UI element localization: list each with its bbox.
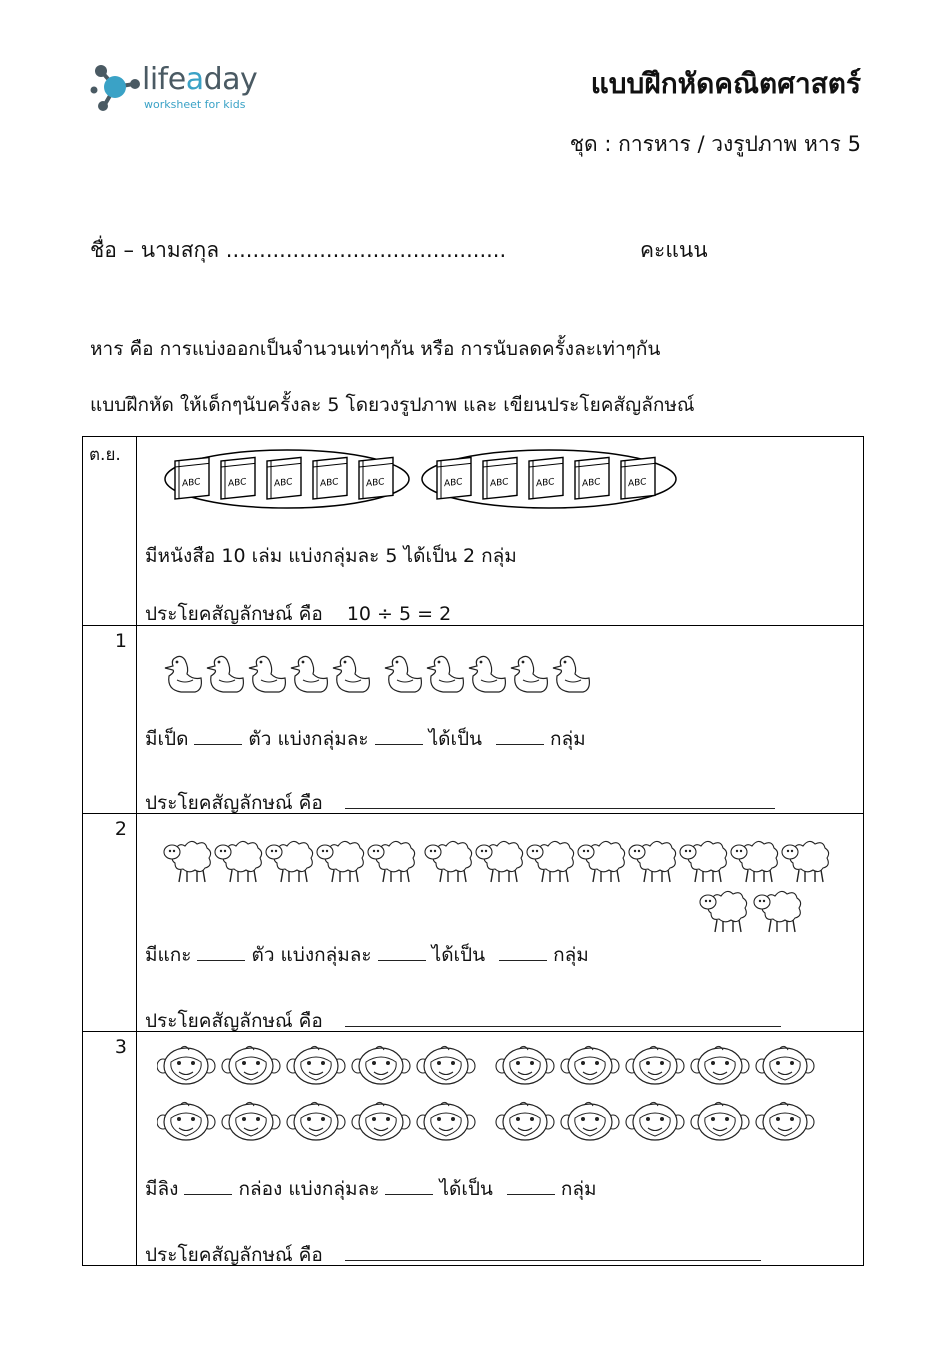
book-icon: [267, 457, 301, 499]
monkey-icon: [626, 1102, 684, 1140]
duck-icon: [511, 656, 547, 692]
intro-text: หาร คือ การแบ่งออกเป็นจำนวนเท่าๆกัน หรือ การนับลดครั้งละเท่าๆกัน: [90, 338, 661, 360]
monkey-icon: [496, 1102, 554, 1140]
question-number: 2: [114, 818, 127, 840]
sheep-group: [164, 841, 829, 932]
question-sentence: ประโยคสัญลักษณ์ คือ: [145, 1006, 781, 1036]
answer-blank[interactable]: [499, 941, 547, 961]
book-group: [175, 457, 655, 499]
answer-blank[interactable]: [194, 725, 242, 745]
sheep-pictures: [163, 838, 843, 938]
duck-icon: [207, 656, 243, 692]
duck-icon: [291, 656, 327, 692]
monkey-group: [157, 1046, 814, 1140]
answer-blank[interactable]: [496, 725, 544, 745]
duck-group: [165, 656, 589, 692]
sheep-icon: [368, 841, 415, 882]
question-row-1: [83, 625, 863, 814]
sheep-icon: [317, 841, 364, 882]
answer-blank[interactable]: [385, 1175, 433, 1195]
monkey-icon: [157, 1102, 215, 1140]
answer-blank[interactable]: [197, 941, 245, 961]
book-icon: [221, 457, 255, 499]
monkey-icon: [222, 1102, 280, 1140]
sheep-icon: [215, 841, 262, 882]
sheep-icon: [754, 891, 801, 932]
answer-blank[interactable]: [184, 1175, 232, 1195]
answer-blank[interactable]: [375, 725, 423, 745]
svg-text:ABC: ABC: [536, 477, 555, 490]
monkey-pictures: [157, 1044, 837, 1146]
book-icon: [175, 457, 209, 499]
logo: [90, 60, 280, 116]
logo-tagline: worksheet for kids: [144, 98, 246, 111]
duck-icon: [249, 656, 285, 692]
monkey-icon: [417, 1102, 475, 1140]
sentence-answer-line[interactable]: [345, 1241, 761, 1261]
monkey-icon: [561, 1102, 619, 1140]
question-sentence: ประโยคสัญลักษณ์ คือ: [145, 788, 775, 818]
monkey-icon: [352, 1046, 410, 1084]
example-line1: มีหนังสือ 10 เล่ม แบ่งกลุ่มละ 5 ได้เป็น 2 กลุ่ม: [145, 545, 517, 567]
book-icon: [529, 457, 563, 499]
question-sentence: ประโยคสัญลักษณ์ คือ: [145, 1240, 761, 1270]
monkey-icon: [287, 1046, 345, 1084]
book-icon: [359, 457, 393, 499]
sentence-label: ประโยคสัญลักษณ์ คือ: [145, 603, 323, 625]
example-label: ต.ย.: [89, 445, 121, 465]
svg-text:ABC: ABC: [444, 477, 463, 490]
question-line1: มีเป็ด ตัว แบ่งกลุ่มละ ได้เป็น กลุ่ม: [145, 724, 586, 754]
monkey-icon: [691, 1102, 749, 1140]
duck-icon: [427, 656, 463, 692]
sheep-icon: [476, 841, 523, 882]
molecule-logo-icon: [90, 62, 140, 112]
question-line1: มีแกะ ตัว แบ่งกลุ่มละ ได้เป็น กลุ่ม: [145, 940, 589, 970]
monkey-icon: [756, 1046, 814, 1084]
sheep-icon: [731, 841, 778, 882]
duck-icon: [333, 656, 369, 692]
name-field-label: ชื่อ – นามสกุล ..........................................: [90, 238, 507, 262]
book-icon: [313, 457, 347, 499]
svg-text:ABC: ABC: [182, 477, 201, 490]
monkey-icon: [626, 1046, 684, 1084]
example-pictures: [163, 443, 683, 513]
question-number: 1: [114, 630, 127, 652]
book-icon: [437, 457, 471, 499]
logo-wordmark: lifeaday: [142, 62, 258, 97]
book-icon: [483, 457, 517, 499]
sheep-icon: [700, 891, 747, 932]
book-icon: [575, 457, 609, 499]
sheep-icon: [425, 841, 472, 882]
svg-text:ABC: ABC: [228, 477, 247, 490]
sheep-icon: [578, 841, 625, 882]
sentence-answer-line[interactable]: [345, 1007, 781, 1027]
book-icon: [621, 457, 655, 499]
svg-text:ABC: ABC: [628, 477, 647, 490]
page-subtitle: ชุด : การหาร / วงรูปภาพ หาร 5: [569, 132, 861, 156]
sheep-icon: [629, 841, 676, 882]
monkey-icon: [287, 1102, 345, 1140]
monkey-icon: [691, 1046, 749, 1084]
duck-pictures: [163, 648, 623, 698]
duck-icon: [165, 656, 201, 692]
monkey-icon: [756, 1102, 814, 1140]
monkey-icon: [222, 1046, 280, 1084]
exercise-table: [82, 436, 864, 1266]
answer-blank[interactable]: [507, 1175, 555, 1195]
sentence-answer-line[interactable]: [345, 789, 775, 809]
score-label: คะแนน: [640, 238, 708, 262]
duck-icon: [385, 656, 421, 692]
example-row: [83, 437, 863, 625]
svg-text:ABC: ABC: [366, 477, 385, 490]
monkey-icon: [157, 1046, 215, 1084]
svg-text:ABC: ABC: [490, 477, 509, 490]
svg-text:ABC: ABC: [274, 477, 293, 490]
monkey-icon: [417, 1046, 475, 1084]
answer-blank[interactable]: [378, 941, 426, 961]
question-row-3: [83, 1031, 863, 1266]
monkey-icon: [561, 1046, 619, 1084]
question-number: 3: [114, 1036, 127, 1058]
duck-icon: [469, 656, 505, 692]
monkey-icon: [352, 1102, 410, 1140]
svg-text:ABC: ABC: [582, 477, 601, 490]
sheep-icon: [164, 841, 211, 882]
svg-text:ABC: ABC: [320, 477, 339, 490]
duck-icon: [553, 656, 589, 692]
sheep-icon: [266, 841, 313, 882]
sheep-icon: [527, 841, 574, 882]
question-line1: มีลิง กล่อง แบ่งกลุ่มละ ได้เป็น กลุ่ม: [145, 1174, 597, 1204]
page-title: แบบฝึกหัดคณิตศาสตร์: [590, 67, 861, 100]
sheep-icon: [782, 841, 829, 882]
monkey-icon: [496, 1046, 554, 1084]
example-sentence-value: 10 ÷ 5 = 2: [346, 603, 452, 625]
question-row-2: [83, 813, 863, 1032]
sheep-icon: [680, 841, 727, 882]
instruction-text: แบบฝึกหัด ให้เด็กๆนับครั้งละ 5 โดยวงรูปภาพ และ เขียนประโยคสัญลักษณ์: [90, 394, 695, 416]
